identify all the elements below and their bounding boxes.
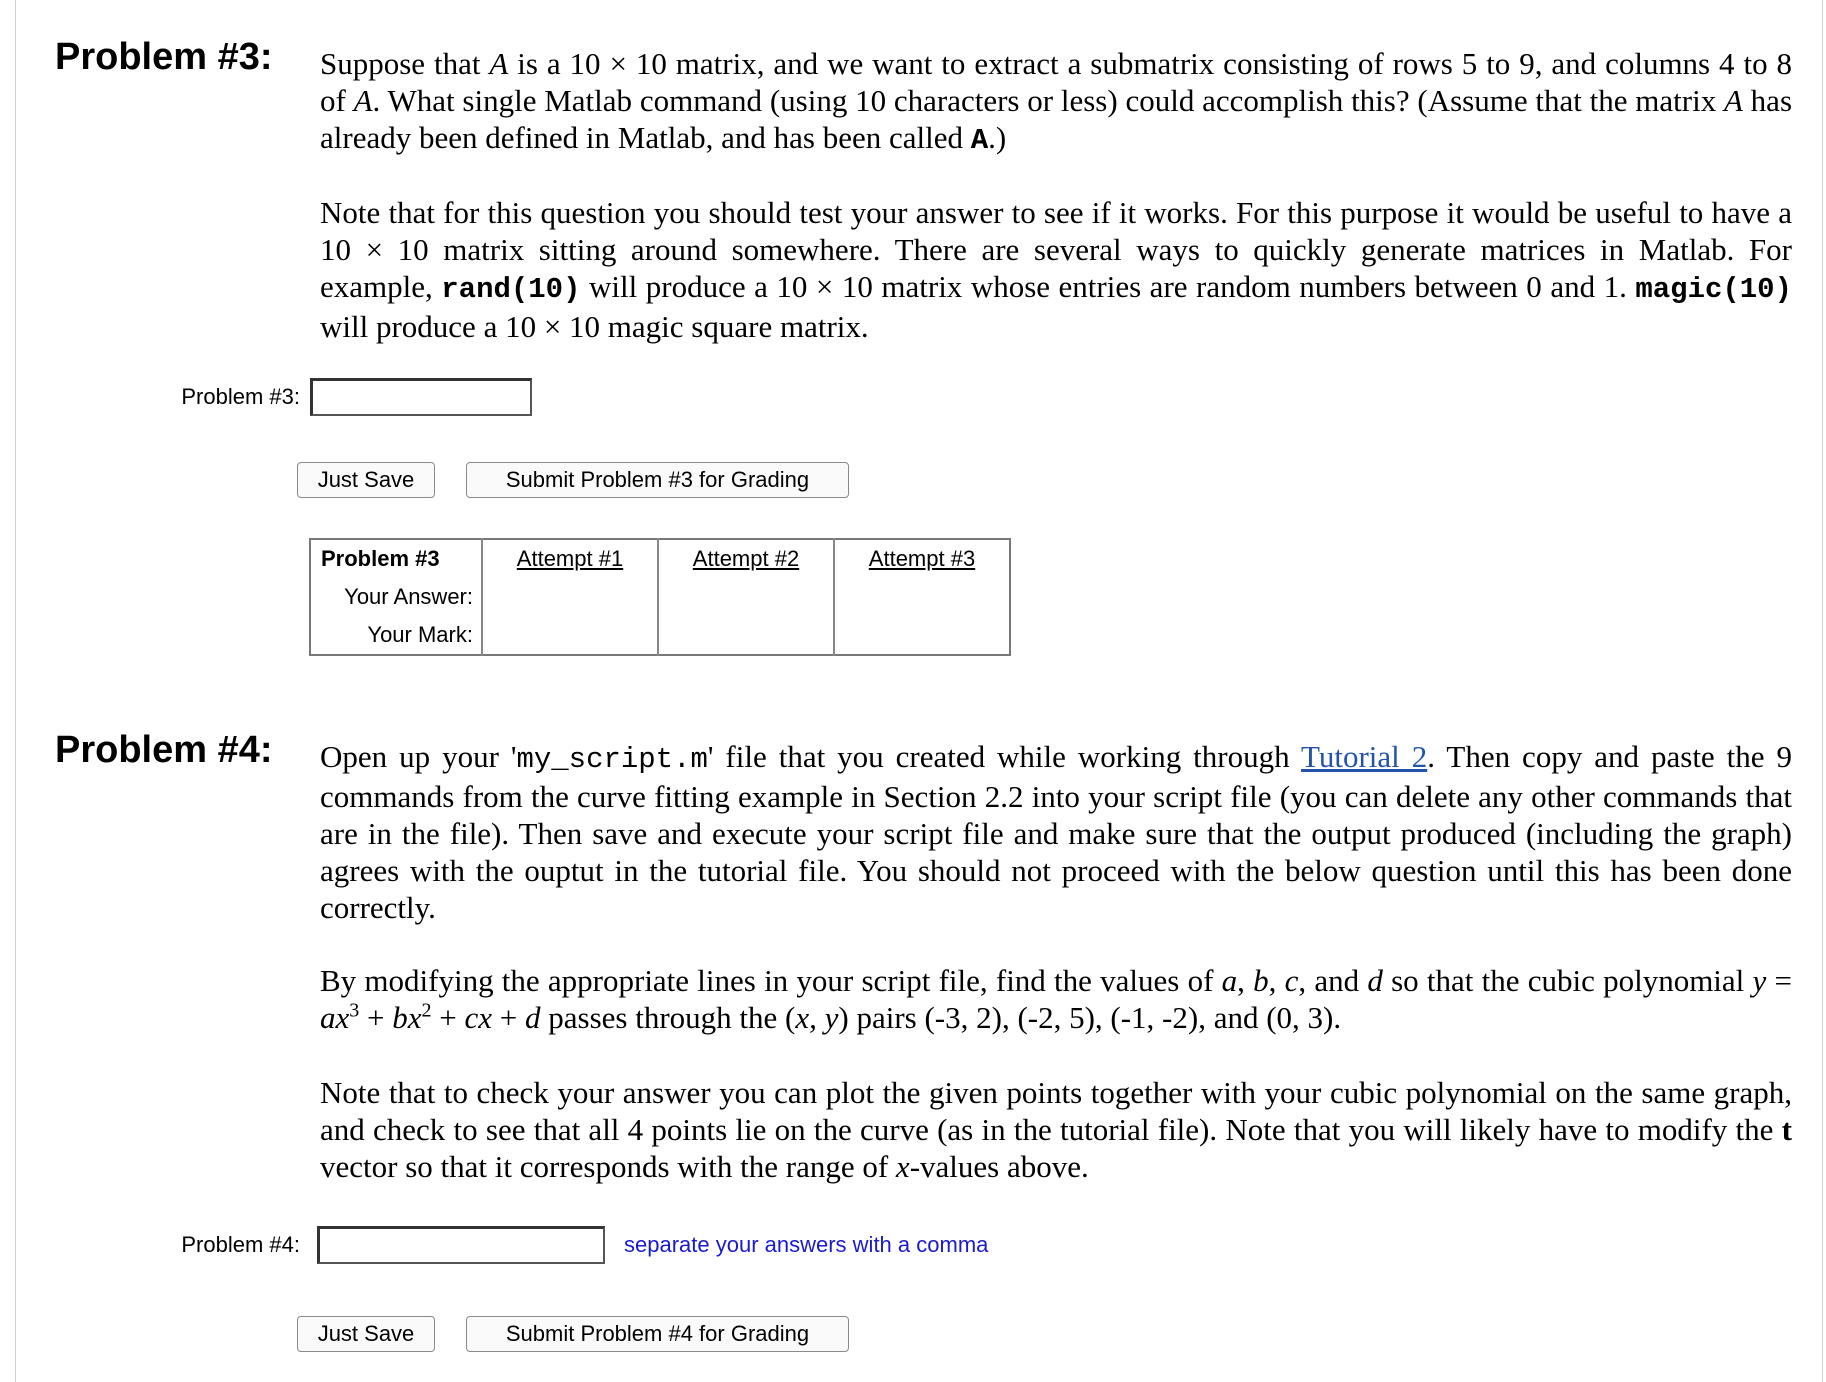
- problem3-heading: Problem #3:: [55, 36, 273, 78]
- polynomial-formula: $y = ax^3 + bx^2$ + cx + d: [320, 963, 1793, 1035]
- problem4-hint: separate your answers with a comma: [624, 1232, 989, 1257]
- page-left-border: [15, 0, 16, 1382]
- attempt-2-cell: [658, 578, 834, 655]
- table-title: Problem #3: [321, 546, 440, 571]
- problem4-just-save-button[interactable]: Just Save: [297, 1316, 435, 1352]
- problem4-heading: Problem #4:: [55, 729, 273, 771]
- problem4-answer-label: Problem #4:: [181, 1232, 300, 1257]
- attempts-table: [309, 538, 1011, 656]
- problem4-instructions: Open up your 'my_script.m' file that you created while working through Tutorial 2. Then copy and paste the 9 commands from the curve fitting example in Section 2.2 into your script file (you can delete any other commands that are in the file). Then save and execute your script file and make sure that the output produced (including the graph) agrees with the ouptut in the tutorial file. You should not proceed with the below question until this has been done correctly.: [320, 739, 1792, 925]
- code-magic: magic(10): [1635, 273, 1792, 306]
- problem4-note: Note that to check your answer you can plot the given points together with your cubic polynomial on the same graph, and check to see that all 4 points lie on the curve (as in the tutorial file). Note that you will likely have to modify the t vector so that it corresponds with the range of x-values above.: [320, 1075, 1792, 1184]
- attempt-1-link[interactable]: Attempt #1: [516, 546, 624, 571]
- problem4-submit-button[interactable]: Submit Problem #4 for Grading: [466, 1316, 849, 1352]
- tutorial-2-link[interactable]: Tutorial 2: [1301, 739, 1428, 774]
- problem3-answer-input[interactable]: [310, 378, 532, 416]
- problem3-question: Suppose that A is a 10 × 10 matrix, and we want to extract a submatrix consisting of rows 5 to 9, and columns 4 to 8 of A. What single Matlab command (using 10 characters or less) could accomplish this? (Assume that the matrix A has already been defined in Matlab, and has been called A.): [320, 46, 1793, 157]
- problem4-answer-input[interactable]: [317, 1226, 605, 1264]
- your-mark-label: Your Mark:: [367, 622, 473, 647]
- attempt-3-link[interactable]: Attempt #3: [868, 546, 976, 571]
- problem3-answer-label: Problem #3:: [181, 384, 300, 409]
- code-my-script: my_script.m: [516, 743, 708, 776]
- attempt-3-cell: [834, 578, 1010, 655]
- code-rand: rand(10): [441, 273, 581, 306]
- table-row: [310, 539, 1010, 578]
- problem3-submit-button[interactable]: Submit Problem #3 for Grading: [466, 462, 849, 498]
- page-right-border: [1822, 0, 1823, 1382]
- attempt-2-link[interactable]: Attempt #2: [692, 546, 800, 571]
- your-answer-label: Your Answer:: [344, 584, 473, 609]
- table-row: [310, 578, 1010, 616]
- problem3-note: Note that for this question you should test your answer to see if it works. For this purpose it would be useful to have a 10 × 10 matrix sitting around somewhere. There are several ways to quickly generate matrices in Matlab. For example, rand(10) will produce a 10 × 10 matrix whose entries are random numbers between 0 and 1. magic(10) will produce a 10 × 10 magic square matrix.: [320, 195, 1792, 344]
- problem3-just-save-button[interactable]: Just Save: [297, 462, 435, 498]
- problem4-question: By modifying the appropriate lines in your script file, find the values of a, b, c, and d so that the cubic polynomial $y = ax^3 + bx^2$ + cx + d passes through the (x, y) pairs (-3, 2), (-2, 5), (-1, -2), and (0, 3).: [320, 963, 1793, 1035]
- attempt-1-cell: [482, 578, 658, 655]
